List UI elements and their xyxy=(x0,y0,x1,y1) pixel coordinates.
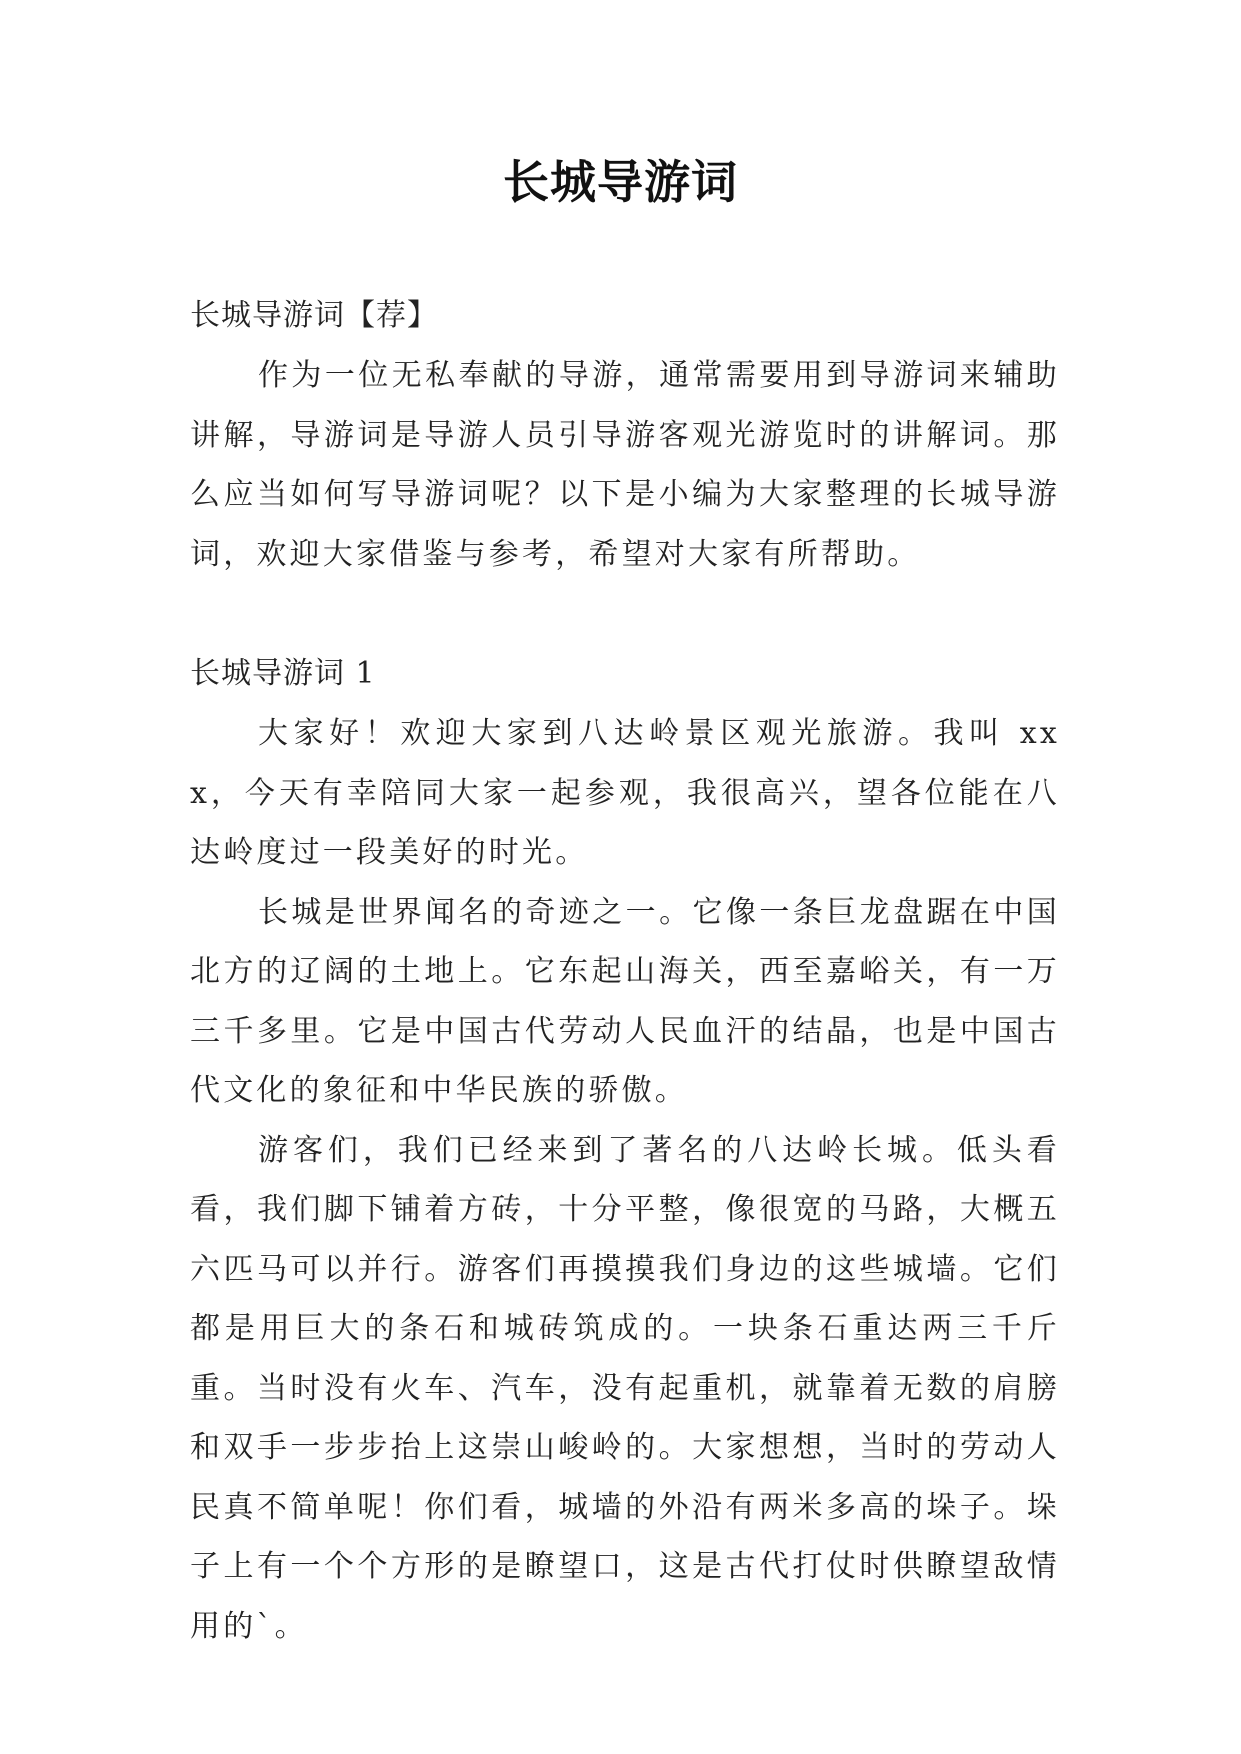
section1-paragraph-3: 游客们，我们已经来到了著名的八达岭长城。低头看看，我们脚下铺着方砖，十分平整，像很宽的马路，大概五六匹马可以并行。游客们再摸摸我们身边的这些城墙。它们都是用巨大的条石和城砖筑成的。一块条石重达两三千斤重。当时没有火车、汽车，没有起重机，就靠着无数的肩膀和双手一步步抬上这崇山峻岭的。大家想想，当时的劳动人民真不简单呢！你们看，城墙的外沿有两米多高的垛子。垛子上有一个个方形的是瞭望口，这是古代打仗时供瞭望敌情用的`。 xyxy=(190,1132,1060,1644)
document-title: 长城导游词 xyxy=(503,155,738,209)
section1-paragraph-2: 长城是世界闻名的奇迹之一。它像一条巨龙盘踞在中国北方的辽阔的土地上。它东起山海关，西至嘉峪关，有一万三千多里。它是中国古代劳动人民血汗的结晶，也是中国古代文化的象征和中华民族的骄傲。 xyxy=(190,894,1060,1108)
section1-paragraph-1: 大家好！欢迎大家到八达岭景区观光旅游。我叫 xxx，今天有幸陪同大家一起参观，我很高兴，望各位能在八达岭度过一段美好的时光。 xyxy=(190,716,1060,870)
section1-heading: 长城导游词 1 xyxy=(190,656,376,691)
document-body xyxy=(190,286,1060,1656)
intro-heading: 长城导游词【荐】 xyxy=(190,298,438,333)
intro-paragraph: 作为一位无私奉献的导游，通常需要用到导游词来辅助讲解，导游词是导游人员引导游客观光游览时的讲解词。那么应当如何写导游词呢？以下是小编为大家整理的长城导游词，欢迎大家借鉴与参考，希望对大家有所帮助。 xyxy=(190,358,1060,572)
section-spacer xyxy=(190,584,1060,644)
